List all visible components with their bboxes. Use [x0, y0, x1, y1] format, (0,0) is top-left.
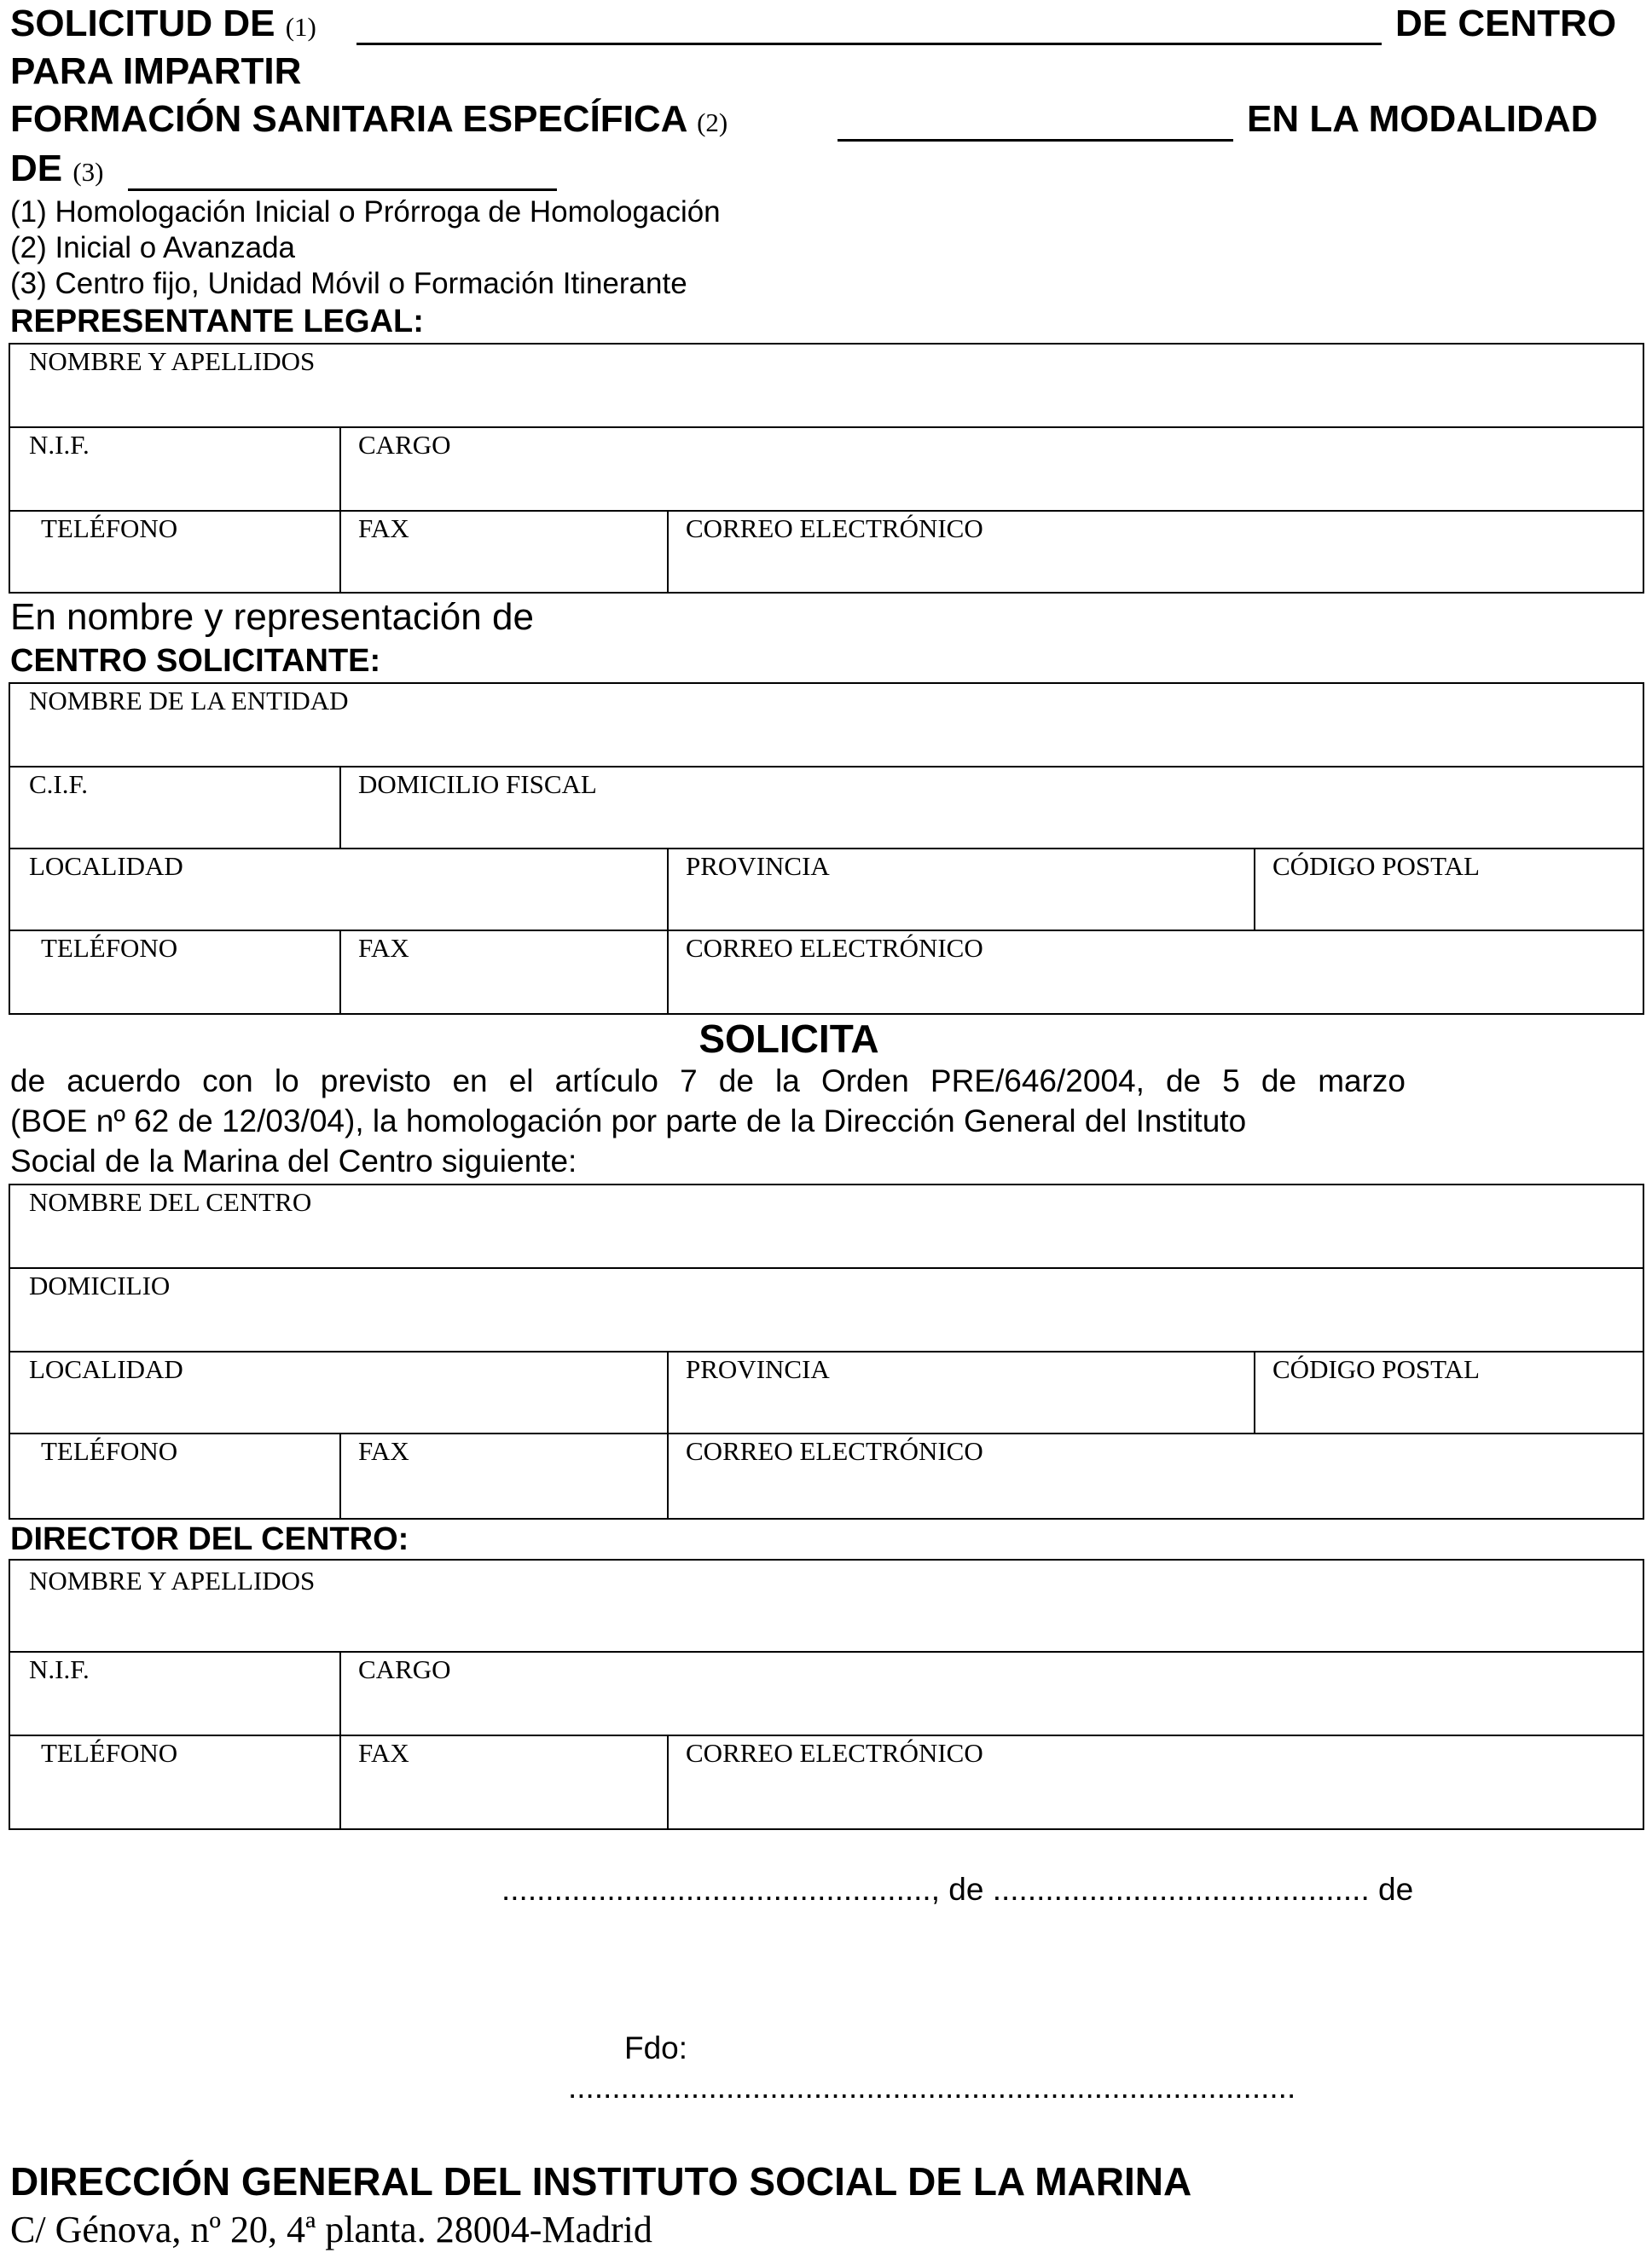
- label-fax: FAX: [358, 513, 409, 543]
- note-1: (1) Homologación Inicial o Prórroga de Homologación: [10, 195, 721, 229]
- note-2: (2) Inicial o Avanzada: [10, 231, 296, 264]
- label-nombre-apellidos: NOMBRE Y APELLIDOS: [29, 1566, 316, 1596]
- label-provincia: PROVINCIA: [686, 1354, 830, 1384]
- label-cargo: CARGO: [358, 430, 451, 460]
- label-codigo-postal: CÓDIGO POSTAL: [1272, 1354, 1480, 1384]
- director-table: [9, 1559, 1644, 1830]
- nivel-field[interactable]: [838, 139, 1233, 142]
- solicita-line-1: de acuerdo con lo previsto en el artículo 7 de la Orden PRE/646/2004, de 5 de marzo: [10, 1063, 1406, 1098]
- centro-solicitante-table: [9, 682, 1644, 1015]
- director-cargo-field[interactable]: [341, 1651, 1642, 1735]
- label-localidad: LOCALIDAD: [29, 1354, 183, 1384]
- centro-table: [9, 1184, 1644, 1520]
- modalidad-field[interactable]: [128, 188, 557, 191]
- label-nombre-entidad: NOMBRE DE LA ENTIDAD: [29, 686, 349, 715]
- director-heading: DIRECTOR DEL CENTRO:: [10, 1521, 409, 1557]
- ref-3: (3): [72, 157, 104, 187]
- label-correo: CORREO ELECTRÓNICO: [686, 1436, 983, 1466]
- fdo-label: Fdo:: [624, 2030, 688, 2065]
- centro-solicitante-heading: CENTRO SOLICITANTE:: [10, 643, 381, 679]
- solicita-heading: SOLICITA: [698, 1017, 879, 1061]
- title-end-centro: DE CENTRO: [1395, 3, 1617, 44]
- footer-address: C/ Génova, nº 20, 4ª planta. 28004-Madrid: [10, 2209, 652, 2250]
- title-start: SOLICITUD DE: [10, 3, 275, 44]
- label-telefono: TELÉFONO: [41, 1738, 178, 1768]
- firma-line[interactable]: ...................................................................................: [568, 2070, 1296, 2105]
- title-formacion: FORMACIÓN SANITARIA ESPECÍFICA: [10, 98, 687, 140]
- label-nif: N.I.F.: [29, 1654, 90, 1684]
- solicitud-type-field[interactable]: [356, 43, 1382, 45]
- title-de: DE: [10, 148, 63, 189]
- ref-1: (1): [285, 12, 316, 42]
- ref-2: (2): [697, 107, 728, 137]
- label-domicilio: DOMICILIO: [29, 1271, 171, 1300]
- label-telefono: TELÉFONO: [41, 513, 178, 543]
- label-cargo: CARGO: [358, 1654, 451, 1684]
- representante-cargo-field[interactable]: [341, 426, 1642, 510]
- label-codigo-postal: CÓDIGO POSTAL: [1272, 851, 1480, 881]
- label-domicilio-fiscal: DOMICILIO FISCAL: [358, 769, 597, 799]
- label-telefono: TELÉFONO: [41, 1436, 178, 1466]
- label-localidad: LOCALIDAD: [29, 851, 183, 881]
- form-title-line2: PARA IMPARTIR: [10, 50, 302, 92]
- label-fax: FAX: [358, 933, 409, 963]
- note-3: (3) Centro fijo, Unidad Móvil o Formación Itinerante: [10, 267, 687, 300]
- centro-domicilio-field[interactable]: [10, 1267, 1642, 1351]
- label-nif: N.I.F.: [29, 430, 90, 460]
- label-correo: CORREO ELECTRÓNICO: [686, 1738, 983, 1768]
- label-correo: CORREO ELECTRÓNICO: [686, 933, 983, 963]
- form-title-line3: [10, 96, 727, 147]
- label-provincia: PROVINCIA: [686, 851, 830, 881]
- representante-heading: REPRESENTANTE LEGAL:: [10, 304, 424, 339]
- label-nombre-centro: NOMBRE DEL CENTRO: [29, 1187, 312, 1217]
- label-nombre-apellidos: NOMBRE Y APELLIDOS: [29, 346, 316, 376]
- footer-org: DIRECCIÓN GENERAL DEL INSTITUTO SOCIAL DE LA MARINA: [10, 2159, 1192, 2204]
- label-telefono: TELÉFONO: [41, 933, 178, 963]
- title-modalidad: EN LA MODALIDAD: [1247, 98, 1598, 140]
- label-cif: C.I.F.: [29, 769, 89, 799]
- label-fax: FAX: [358, 1738, 409, 1768]
- label-fax: FAX: [358, 1436, 409, 1466]
- solicita-line-2: (BOE nº 62 de 12/03/04), la homologación por parte de la Dirección General del Instituto: [10, 1103, 1247, 1138]
- fecha-line[interactable]: ................................................., de ........................................... de: [501, 1872, 1414, 1907]
- label-correo: CORREO ELECTRÓNICO: [686, 513, 983, 543]
- solicita-line-3: Social de la Marina del Centro siguiente:: [10, 1144, 577, 1179]
- en-nombre-text: En nombre y representación de: [10, 596, 534, 638]
- form-title-line4: [10, 145, 104, 196]
- representante-table: [9, 343, 1644, 594]
